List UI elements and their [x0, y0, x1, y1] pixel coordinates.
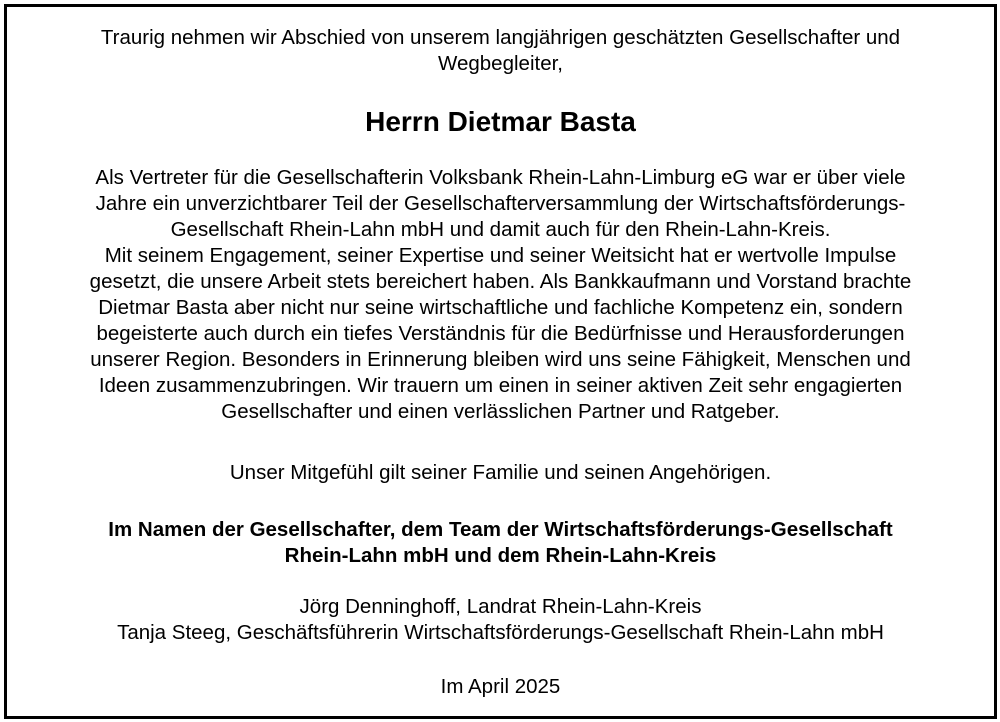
notice-date: Im April 2025 [440, 675, 561, 698]
body-line-3: Gesellschaft Rhein-Lahn mbH und damit auch für den Rhein-Lahn-Kreis. [170, 218, 831, 241]
body-line-7: begeisterte auch durch ein tiefes Verständnis für die Bedürfnisse und Herausforderungen [96, 322, 905, 345]
body-line-4: Mit seinem Engagement, seiner Expertise und seiner Weitsicht hat er wertvolle Impulse [104, 244, 897, 267]
body-line-1: Als Vertreter für die Gesellschafterin Volksbank Rhein-Lahn-Limburg eG war er über viele [95, 166, 906, 189]
intro-line-2: Wegbegleiter, [438, 52, 563, 75]
body-line-9: Ideen zusammenzubringen. Wir trauern um einen in seiner aktiven Zeit sehr engagierten [98, 374, 903, 397]
intro-line-1: Traurig nehmen wir Abschied von unserem langjährigen geschätzten Gesellschafter und [100, 26, 901, 49]
body-line-6: Dietmar Basta aber nicht nur seine wirtschaftliche und fachliche Kompetenz ein, sondern [98, 296, 903, 319]
deceased-name: Herrn Dietmar Basta [365, 106, 636, 137]
behalf-line-2: Rhein-Lahn mbH und dem Rhein-Lahn-Kreis [284, 544, 717, 567]
behalf-line-1: Im Namen der Gesellschafter, dem Team der Wirtschaftsförderungs-Gesellschaft [108, 518, 893, 541]
signatory-1: Jörg Denninghoff, Landrat Rhein-Lahn-Kreis [299, 595, 702, 618]
body-line-8: unserer Region. Besonders in Erinnerung bleiben wird uns seine Fähigkeit, Menschen und [90, 348, 911, 371]
body-line-5: gesetzt, die unsere Arbeit stets bereichert haben. Als Bankkaufmann und Vorstand brachte [89, 270, 912, 293]
body-line-2: Jahre ein unverzichtbarer Teil der Gesellschafterversammlung der Wirtschaftsförderungs- [95, 192, 906, 215]
signatory-2: Tanja Steeg, Geschäftsführerin Wirtschaftsförderungs-Gesellschaft Rhein-Lahn mbH [117, 621, 884, 644]
obituary-notice [4, 4, 997, 719]
body-line-10: Gesellschafter und einen verlässlichen Partner und Ratgeber. [221, 400, 780, 423]
sympathy-line: Unser Mitgefühl gilt seiner Familie und seinen Angehörigen. [229, 461, 772, 484]
